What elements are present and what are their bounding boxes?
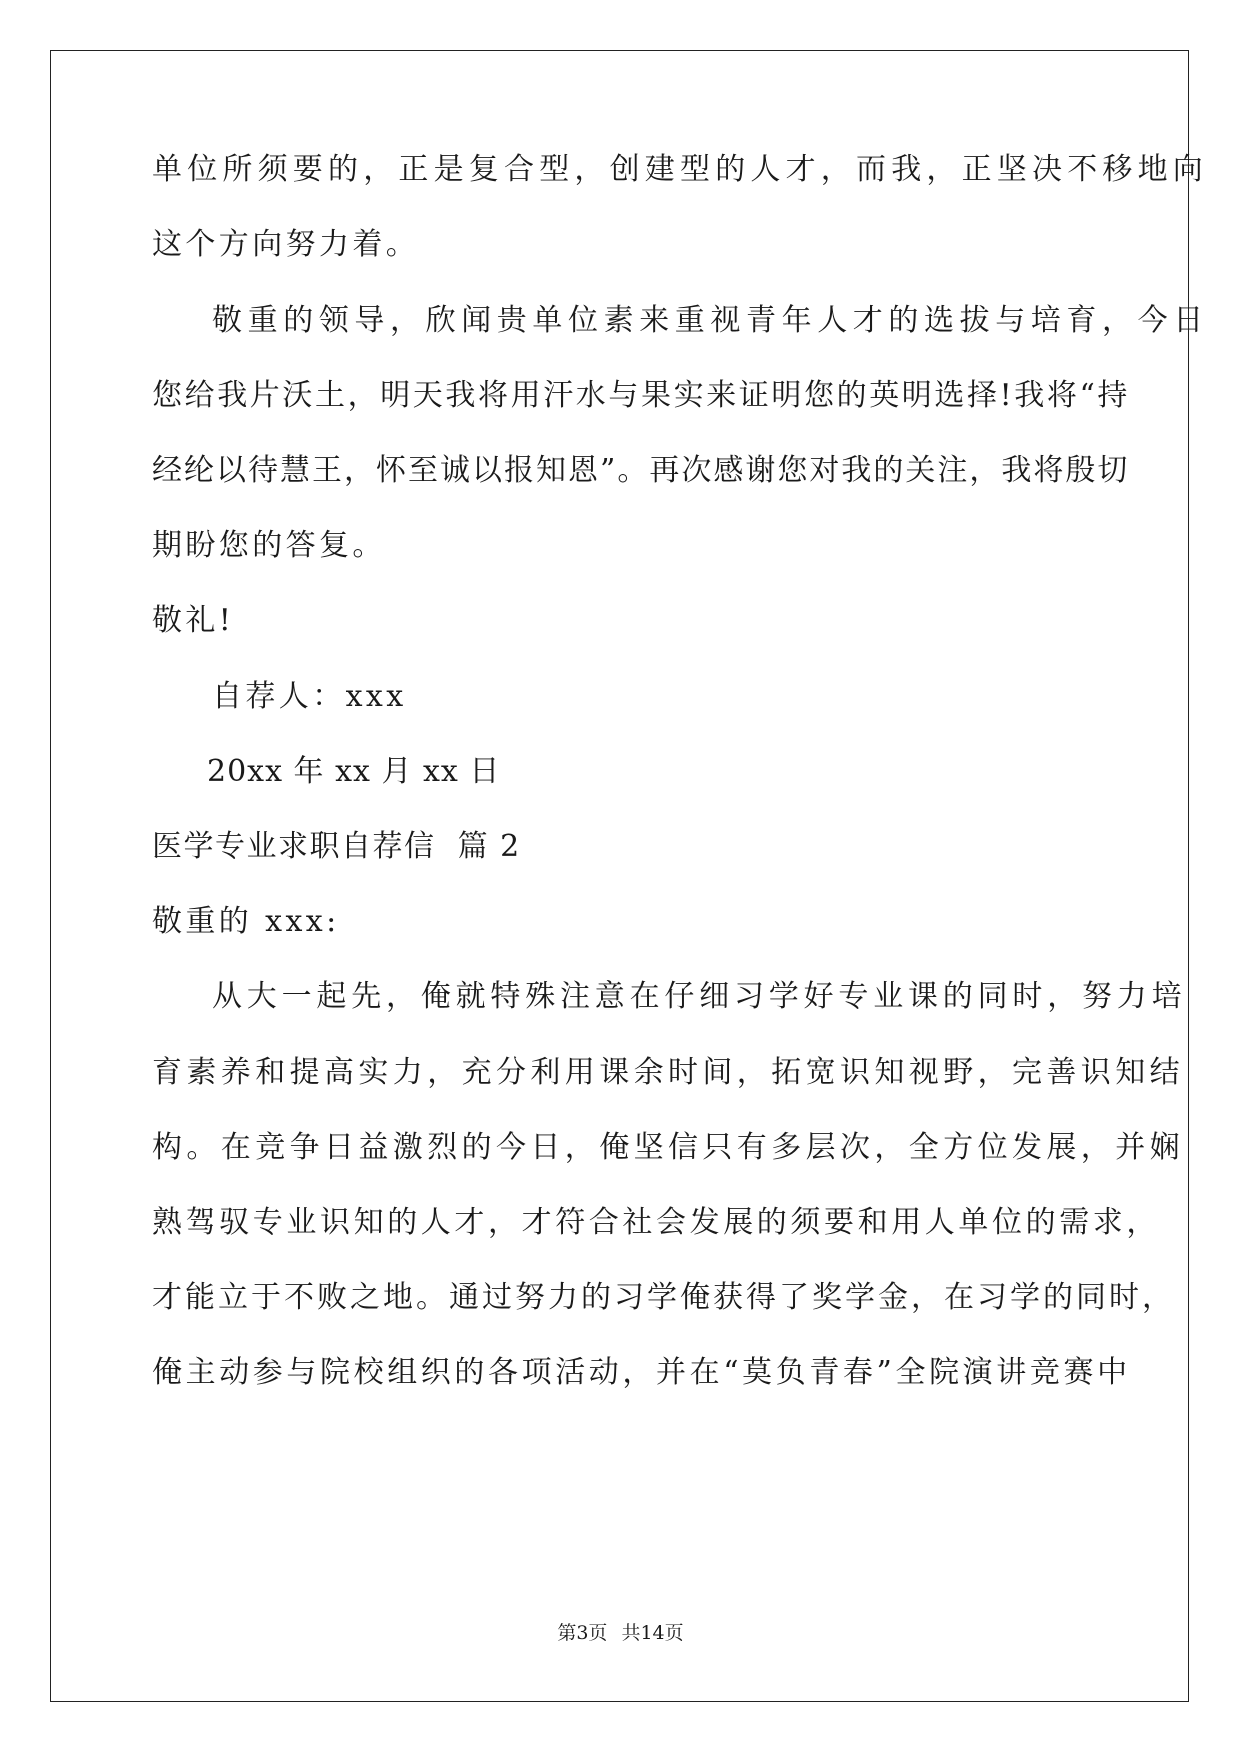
body-line: 单位所须要的，正是复合型，创建型的人才，而我，正坚决不移地向	[152, 152, 1208, 187]
page-border	[50, 50, 1209, 1702]
body-line: 您给我片沃土，明天我将用汗水与果实来证明您的英明选择!我将“持	[152, 378, 1130, 413]
body-line: 育素养和提高实力，充分利用课余时间，拓宽识知视野，完善识知结	[152, 1055, 1184, 1090]
closing-salutation: 敬礼!	[152, 603, 235, 638]
body-line: 期盼您的答复。	[152, 528, 386, 563]
body-line: 经纶以待慧王，怀至诚以报知恩”。再次感谢您对我的关注，我将殷切	[152, 453, 1130, 488]
body-line: 俺主动参与院校组织的各项活动，并在“莫负青春”全院演讲竞赛中	[152, 1355, 1131, 1390]
page-footer	[0, 1621, 1241, 1645]
section-heading: 医学专业求职自荐信 篇 2	[152, 829, 521, 864]
signature-line: 自荐人：xxx	[212, 679, 407, 714]
body-line: 从大一起先，俺就特殊注意在仔细习学好专业课的同时，努力培	[212, 979, 1187, 1014]
body-line: 才能立于不败之地。通过努力的习学俺获得了奖学金，在习学的同时，	[152, 1280, 1175, 1315]
body-line: 敬重的领导，欣闻贵单位素来重视青年人才的选拔与培育，今日	[212, 303, 1209, 338]
body-line: 这个方向努力着。	[152, 227, 420, 262]
body-line: 构。在竞争日益激烈的今日，俺坚信只有多层次，全方位发展，并娴	[152, 1130, 1184, 1165]
body-line: 熟驾驭专业识知的人才，才符合社会发展的须要和用人单位的需求，	[152, 1205, 1160, 1240]
greeting-line: 敬重的 xxx:	[152, 904, 340, 939]
page-number: 第3页	[557, 1622, 608, 1644]
page-total: 共14页	[621, 1622, 684, 1644]
date-line: 20xx 年 xx 月 xx 日	[207, 754, 501, 789]
